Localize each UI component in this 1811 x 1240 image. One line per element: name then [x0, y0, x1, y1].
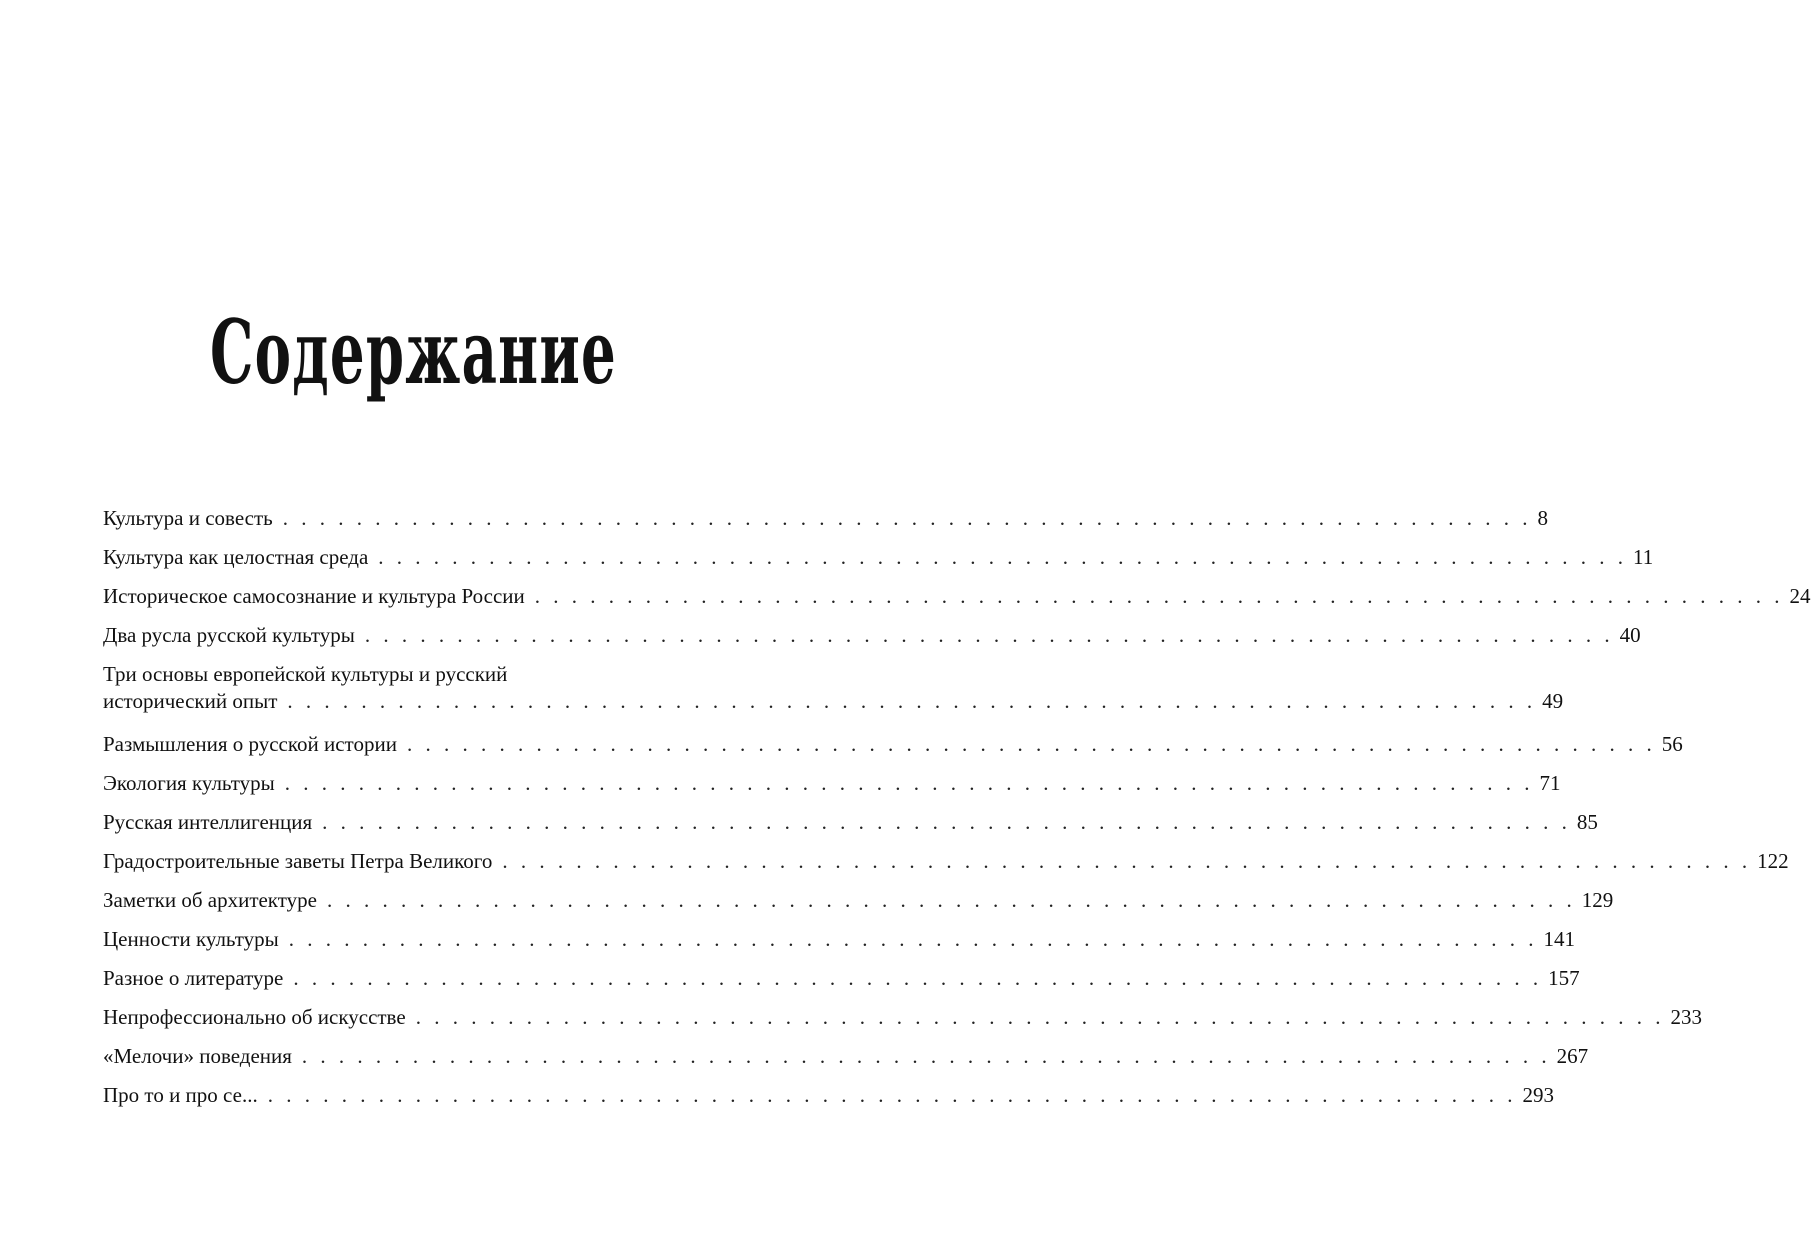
toc-entry[interactable] [103, 505, 1549, 532]
toc-entry-title-line1: Три основы европейской культуры и русский [103, 662, 508, 686]
toc-entry-page: 11 [1633, 545, 1654, 569]
toc-entry-title: Градостроительные заветы Петра Великого [103, 849, 493, 873]
toc-entry-page: 141 [1543, 927, 1575, 951]
toc-entry[interactable] [103, 965, 1580, 992]
toc-entry[interactable] [103, 661, 1564, 715]
toc-entry[interactable] [103, 731, 1683, 758]
dot-leader: . . . . . . . . . . . . . . . . . . . . . . . . . . . . . . . . . . . . . . . . . . . . . . . . . . . . . . . . . . . . . . . . . . . . [288, 927, 1538, 951]
toc-entry-page: 40 [1619, 623, 1641, 647]
dot-leader: . . . . . . . . . . . . . . . . . . . . . . . . . . . . . . . . . . . . . . . . . . . . . . . . . . . . . . . . . . . . . . . . . . . . [282, 506, 1532, 530]
dot-leader: . . . . . . . . . . . . . . . . . . . . . . . . . . . . . . . . . . . . . . . . . . . . . . . . . . . . . . . . . . . . . . . . . . . . [534, 584, 1784, 608]
toc-entry[interactable] [103, 1004, 1702, 1031]
toc-entry[interactable] [103, 583, 1811, 610]
toc-entry-page: 49 [1542, 689, 1564, 713]
dot-leader: . . . . . . . . . . . . . . . . . . . . . . . . . . . . . . . . . . . . . . . . . . . . . . . . . . . . . . . . . . . . . . . . . . . . [322, 810, 1571, 834]
dot-leader: . . . . . . . . . . . . . . . . . . . . . . . . . . . . . . . . . . . . . . . . . . . . . . . . . . . . . . . . . . . . . . . . . . . . [267, 1083, 1517, 1107]
dot-leader: . . . . . . . . . . . . . . . . . . . . . . . . . . . . . . . . . . . . . . . . . . . . . . . . . . . . . . . . . . . . . . . . . . . . [502, 849, 1752, 873]
toc-entry[interactable] [103, 848, 1789, 875]
toc-entry-page: 267 [1556, 1044, 1589, 1068]
toc-entry-page: 233 [1670, 1005, 1702, 1029]
dot-leader: . . . . . . . . . . . . . . . . . . . . . . . . . . . . . . . . . . . . . . . . . . . . . . . . . . . . . . . . . . . . . . . . . . . . [301, 1044, 1551, 1068]
dot-leader: . . . . . . . . . . . . . . . . . . . . . . . . . . . . . . . . . . . . . . . . . . . . . . . . . . . . . . . . . . . . . . . . . . . . [284, 771, 1534, 795]
dot-leader: . . . . . . . . . . . . . . . . . . . . . . . . . . . . . . . . . . . . . . . . . . . . . . . . . . . . . . . . . . . . . . . . . . . . [378, 545, 1628, 569]
toc-entry-title: Разное о литературе [103, 966, 284, 990]
page-title: Содержание [209, 300, 617, 404]
toc-entry-title: Про то и про се... [103, 1083, 258, 1107]
toc-entry-title: Экология культуры [103, 771, 275, 795]
toc-entry-title: Заметки об архитектуре [103, 888, 317, 912]
toc-entry-title: Два русла русской культуры [103, 623, 355, 647]
toc-entry-page: 157 [1548, 966, 1580, 990]
toc-entry[interactable] [103, 544, 1654, 571]
toc-entry-title: Историческое самосознание и культура России [103, 584, 525, 608]
toc-entry-title: «Мелочи» поведения [103, 1044, 292, 1068]
toc-entry-page: 71 [1539, 771, 1561, 795]
dot-leader: . . . . . . . . . . . . . . . . . . . . . . . . . . . . . . . . . . . . . . . . . . . . . . . . . . . . . . . . . . . . . . . . . . . . [406, 732, 1656, 756]
toc-entry-title-line2: исторический опыт [103, 689, 278, 713]
toc-entry[interactable] [103, 770, 1561, 797]
toc-entry-title: Культура и совесть [103, 506, 273, 530]
toc-entry-page: 85 [1576, 810, 1598, 834]
dot-leader: . . . . . . . . . . . . . . . . . . . . . . . . . . . . . . . . . . . . . . . . . . . . . . . . . . . . . . . . . . . . . . . . . . . . [293, 966, 1543, 990]
toc-entry-title: Культура как целостная среда [103, 545, 369, 569]
toc-entry-page: 293 [1522, 1083, 1554, 1107]
dot-leader: . . . . . . . . . . . . . . . . . . . . . . . . . . . . . . . . . . . . . . . . . . . . . . . . . . . . . . . . . . . . . . . . . . . . [364, 623, 1614, 647]
toc-entry[interactable] [103, 887, 1614, 914]
toc-entry-title: Ценности культуры [103, 927, 279, 951]
dot-leader: . . . . . . . . . . . . . . . . . . . . . . . . . . . . . . . . . . . . . . . . . . . . . . . . . . . . . . . . . . . . . . . . . . . . [326, 888, 1576, 912]
dot-leader: . . . . . . . . . . . . . . . . . . . . . . . . . . . . . . . . . . . . . . . . . . . . . . . . . . . . . . . . . . . . . . . . . . . . [415, 1005, 1665, 1029]
toc-entry-page: 24 [1789, 584, 1811, 608]
toc-entry[interactable] [103, 1043, 1589, 1070]
toc-entry-page: 122 [1757, 849, 1789, 873]
table-of-contents [103, 505, 1811, 1121]
toc-entry[interactable] [103, 926, 1575, 953]
toc-entry-title: Размышления о русской истории [103, 732, 397, 756]
toc-entry-title: Русская интеллигенция [103, 810, 313, 834]
toc-entry-title: Непрофессионально об искусстве [103, 1005, 406, 1029]
toc-entry[interactable] [103, 809, 1598, 836]
dot-leader: . . . . . . . . . . . . . . . . . . . . . . . . . . . . . . . . . . . . . . . . . . . . . . . . . . . . . . . . . . . . . . . . . . . . [287, 689, 1537, 713]
toc-entry[interactable] [103, 622, 1641, 649]
toc-entry-page: 8 [1537, 506, 1549, 530]
toc-entry-page: 129 [1581, 888, 1614, 912]
toc-entry-page: 56 [1661, 732, 1683, 756]
toc-entry[interactable] [103, 1082, 1554, 1109]
